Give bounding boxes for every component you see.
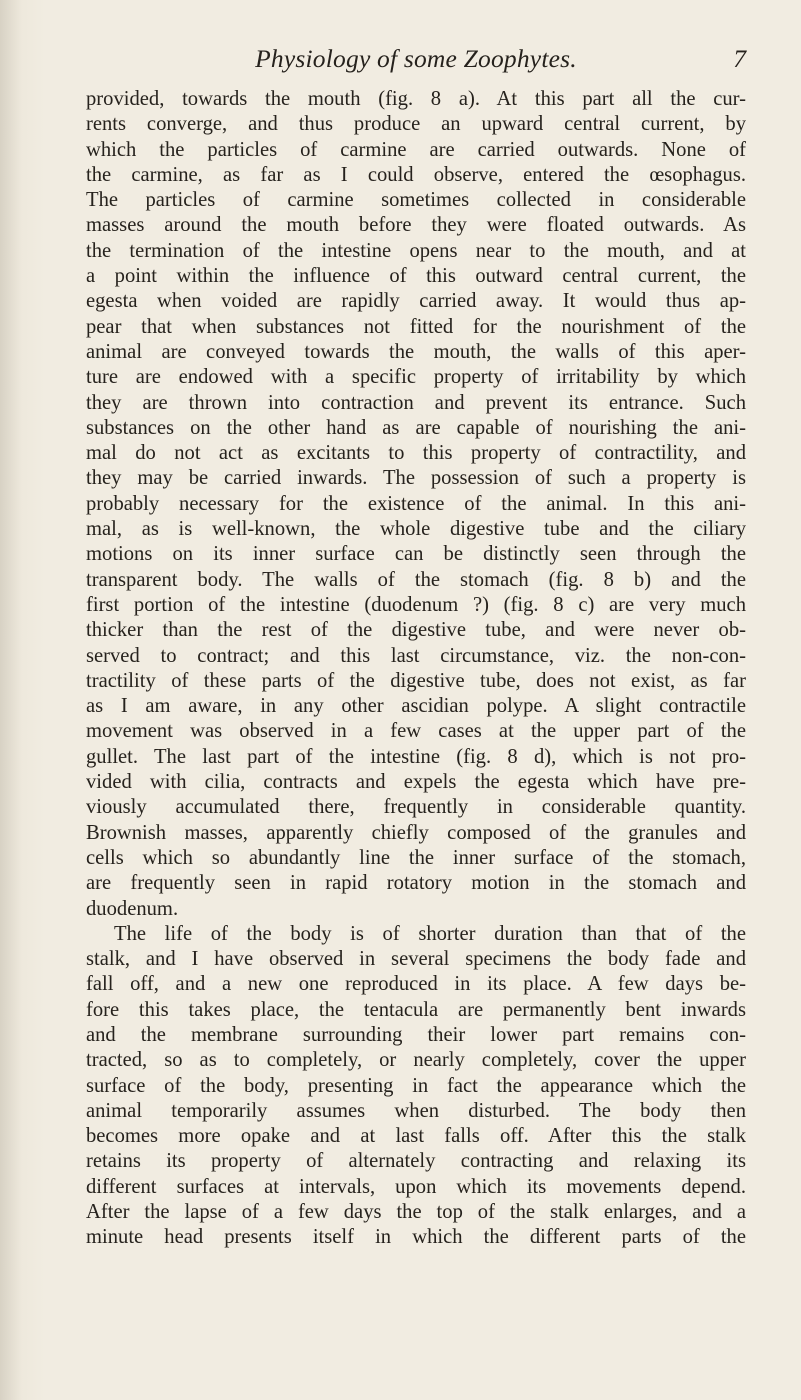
paragraph-end-line: duodenum. <box>86 897 179 920</box>
text-line: egesta when voided are rapidly carried away. It would thus ap- <box>86 290 746 313</box>
text-line: motions on its inner surface can be distinctly seen through the <box>86 543 746 566</box>
text-line: fall off, and a new one reproduced in its place. A few days be- <box>86 973 746 996</box>
running-head <box>86 44 746 84</box>
text-line: are frequently seen in rapid rotatory motion in the stomach and <box>86 872 746 895</box>
text-line: a point within the influence of this outward central current, the <box>86 265 746 288</box>
text-line: fore this takes place, the tentacula are permanently bent inwards <box>86 998 746 1021</box>
text-line: animal temporarily assumes when disturbed. The body then <box>86 1099 746 1122</box>
text-line: provided, towards the mouth (fig. 8 a). At this part all the cur- <box>86 88 746 110</box>
text-line: cells which so abundantly line the inner surface of the stomach, <box>86 846 746 869</box>
text-line: and the membrane surrounding their lower part remains con- <box>86 1023 746 1046</box>
text-line: retains its property of alternately contracting and relaxing its <box>86 1150 746 1173</box>
text-line: animal are conveyed towards the mouth, the walls of this aper- <box>86 340 746 363</box>
text-line: After the lapse of a few days the top of the stalk enlarges, and a <box>86 1201 746 1224</box>
text-line: ture are endowed with a specific property of irritability by which <box>86 366 746 389</box>
text-line: tractility of these parts of the digestive tube, does not exist, as far <box>86 669 746 692</box>
text-line: mal do not act as excitants to this property of contractility, and <box>86 442 746 465</box>
text-line: surface of the body, presenting in fact the appearance which the <box>86 1074 746 1097</box>
text-line: they are thrown into contraction and prevent its entrance. Such <box>86 391 746 414</box>
text-line: becomes more opake and at last falls off. After this the stalk <box>86 1125 746 1148</box>
text-line: the termination of the intestine opens near to the mouth, and at <box>86 239 746 262</box>
text-line: movement was observed in a few cases at the upper part of the <box>86 720 746 743</box>
text-line: substances on the other hand as are capable of nourishing the ani- <box>86 416 746 439</box>
text-line: they may be carried inwards. The possession of such a property is <box>86 467 746 490</box>
text-line: first portion of the intestine (duodenum ?) (fig. 8 c) are very much <box>86 593 746 616</box>
text-line: tracted, so as to completely, or nearly completely, cover the upper <box>86 1049 746 1072</box>
running-title: Physiology of some Zoophytes. <box>255 44 577 73</box>
paragraph-start-line: The life of the body is of shorter duration than that of the <box>114 922 746 945</box>
text-line: which the particles of carmine are carried outwards. None of <box>86 138 746 161</box>
text-line: different surfaces at intervals, upon which its movements depend. <box>86 1175 746 1198</box>
text-line: probably necessary for the existence of the animal. In this ani- <box>86 492 746 515</box>
text-line: viously accumulated there, frequently in considerable quantity. <box>86 796 746 819</box>
text-line: pear that when substances not fitted for the nourishment of the <box>86 315 746 338</box>
text-line: stalk, and I have observed in several specimens the body fade and <box>86 948 746 971</box>
page-number: 7 <box>733 44 746 73</box>
text-line: mal, as is well-known, the whole digestive tube and the ciliary <box>86 518 746 541</box>
text-line: masses around the mouth before they were floated outwards. As <box>86 214 746 237</box>
text-line: rents converge, and thus produce an upward central current, by <box>86 113 746 136</box>
text-line: gullet. The last part of the intestine (fig. 8 d), which is not pro- <box>86 745 746 768</box>
text-line: minute head presents itself in which the different parts of the <box>86 1226 746 1249</box>
text-line: vided with cilia, contracts and expels the egesta which have pre- <box>86 771 746 794</box>
text-line: thicker than the rest of the digestive tube, and were never ob- <box>86 619 746 642</box>
text-line: Brownish masses, apparently chiefly composed of the granules and <box>86 821 746 844</box>
body-text <box>86 87 746 1251</box>
text-line: served to contract; and this last circumstance, viz. the non-con- <box>86 644 746 667</box>
text-line: the carmine, as far as I could observe, entered the œsophagus. <box>86 163 746 186</box>
text-line: transparent body. The walls of the stomach (fig. 8 b) and the <box>86 568 746 591</box>
text-line: The particles of carmine sometimes collected in considerable <box>86 189 746 212</box>
text-line: as I am aware, in any other ascidian polype. A slight contractile <box>86 695 746 718</box>
